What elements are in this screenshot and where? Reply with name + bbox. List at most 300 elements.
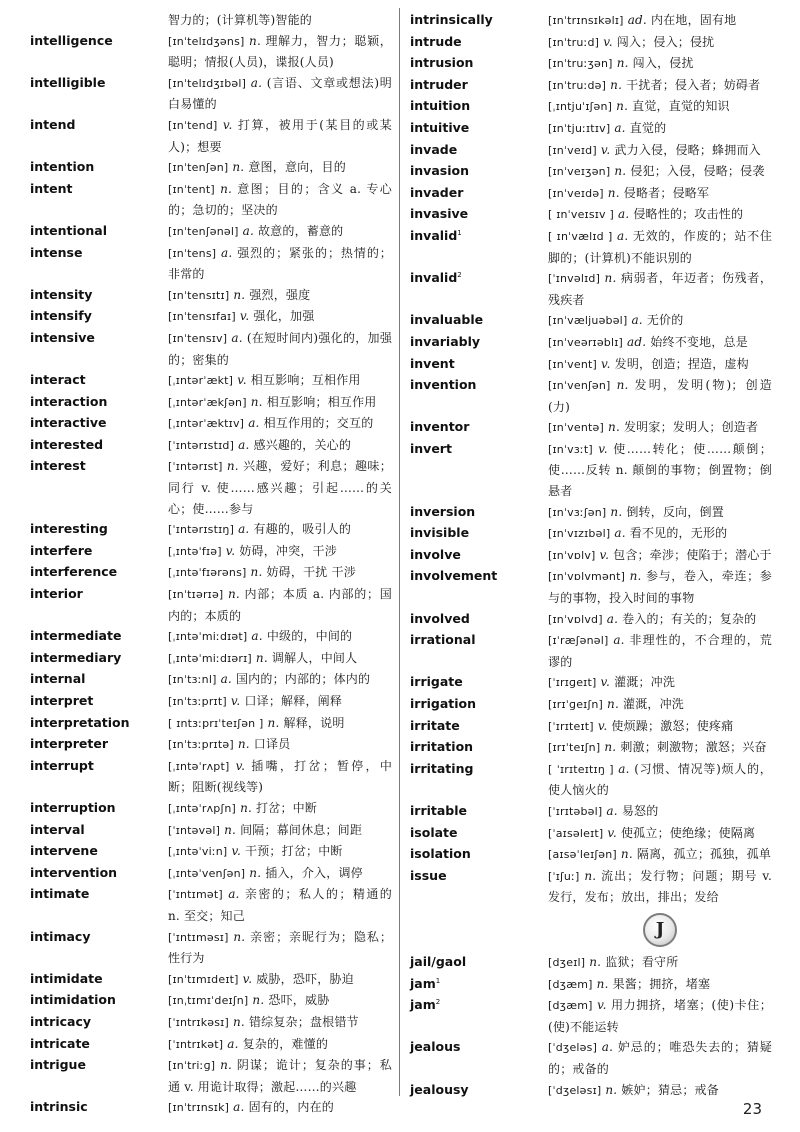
definition-text: 灌溉；冲洗	[614, 675, 676, 690]
dictionary-entry	[30, 820, 392, 842]
pronunciation: [dʒæm]	[548, 977, 593, 991]
part-of-speech: a.	[228, 887, 240, 902]
definition-text: 流出；发行物；问题；期号 v. 发行，发布；放出，排出；发给	[548, 868, 773, 905]
pronunciation: [ ɪntɜːprɪˈteɪʃən ]	[168, 716, 264, 730]
part-of-speech: n.	[616, 99, 629, 114]
headword-text: invalid	[410, 270, 458, 286]
definition	[548, 1080, 772, 1102]
part-of-speech: n.	[610, 504, 623, 519]
definition	[548, 523, 772, 545]
pronunciation: [ˈaɪsəleɪt]	[548, 826, 604, 840]
right-column	[410, 10, 772, 1101]
pronunciation: [ˌɪntəˈmiːdɪət]	[168, 630, 248, 644]
headword-text: intervene	[30, 843, 98, 859]
pronunciation: [ɪnˈtensɪfaɪ]	[168, 310, 236, 324]
definition-text: 有趣的，吸引人的	[253, 522, 352, 537]
pronunciation: [ɪnˈtensɪv]	[168, 331, 228, 345]
headword	[30, 927, 168, 948]
pronunciation: [ɪnˈtend]	[168, 118, 218, 132]
part-of-speech: n.	[255, 650, 268, 665]
headword-text: invariably	[410, 333, 481, 349]
part-of-speech: v.	[607, 825, 617, 840]
headword-text: irrigation	[410, 696, 477, 711]
definition	[548, 952, 772, 974]
headword-text: isolate	[410, 824, 458, 840]
definition-text: 干预；打岔；中断	[245, 844, 343, 859]
headword	[30, 541, 168, 562]
definition-text: 内在地，固有地	[650, 13, 737, 27]
headword	[410, 310, 548, 331]
pronunciation: [ɪnˈvɜːʃən]	[548, 505, 607, 519]
headword	[30, 969, 168, 990]
definition	[548, 630, 772, 672]
definition	[168, 179, 392, 221]
part-of-speech: v.	[598, 441, 608, 456]
headword	[410, 545, 548, 566]
definition	[168, 306, 392, 328]
pronunciation: [ɪˈræʃənəl]	[548, 634, 609, 648]
pronunciation: [ˈdʒeləsɪ]	[548, 1083, 602, 1097]
pronunciation: [ˌɪntəˈviːn]	[168, 845, 228, 859]
definition	[168, 584, 392, 626]
headword	[410, 844, 548, 865]
definition	[548, 609, 772, 631]
definition-text: 病弱者，年迈者；伤残者，残疾者	[548, 271, 773, 307]
definition	[168, 435, 392, 457]
part-of-speech: n.	[608, 420, 620, 435]
headword-text: inventor	[410, 419, 470, 435]
dictionary-entry	[30, 669, 392, 691]
headword	[30, 115, 168, 136]
headword	[410, 759, 548, 780]
definition-text: 侵略者；侵略军	[623, 185, 710, 200]
headword	[30, 157, 168, 178]
part-of-speech: a.	[601, 1040, 614, 1055]
part-of-speech: a.	[617, 228, 629, 243]
part-of-speech: v.	[230, 694, 241, 708]
pronunciation: [ɪnˈtensɪtɪ]	[168, 288, 230, 302]
pronunciation: [ɪnˈveɪdə]	[548, 186, 604, 200]
headword-text: intensive	[30, 329, 95, 345]
headword	[410, 737, 548, 758]
part-of-speech: n.	[220, 1058, 233, 1073]
headword	[30, 841, 168, 862]
definition-text: 内部；本质 a. 内部的；国内的；本质的	[168, 587, 393, 623]
headword-text: irritation	[410, 739, 474, 755]
headword	[30, 990, 168, 1011]
part-of-speech: a.	[248, 416, 260, 431]
definition	[168, 221, 392, 243]
homograph-number: 2	[435, 997, 441, 1006]
definition	[548, 417, 772, 439]
headword	[30, 456, 168, 477]
part-of-speech: n.	[252, 993, 265, 1008]
part-of-speech: n.	[604, 740, 617, 755]
pronunciation: [ɪnˈtrɪnsɪk]	[168, 1101, 230, 1115]
pronunciation: [ɪnˈtɪərɪə]	[168, 588, 224, 602]
part-of-speech: a.	[613, 633, 625, 648]
dictionary-entry	[30, 243, 392, 285]
definition	[168, 519, 392, 541]
definition-text: 易怒的	[621, 803, 659, 818]
part-of-speech: a.	[631, 313, 643, 328]
dictionary-entry	[410, 268, 772, 310]
headword-text: inversion	[410, 503, 476, 519]
pronunciation: [ˈɪntrɪkəsɪ]	[168, 1015, 229, 1029]
definition	[168, 990, 392, 1012]
definition-text: 强烈，强度	[249, 287, 311, 302]
headword	[410, 502, 548, 523]
pronunciation: [ɪnˈtɪmɪdeɪt]	[168, 972, 239, 986]
part-of-speech: v.	[600, 142, 611, 157]
headword-text: intrigue	[30, 1057, 86, 1073]
headword	[410, 609, 548, 630]
definition-text: 固有的，内在的	[248, 1100, 334, 1115]
definition-text: 妒忌的；唯恐失去的；猜疑的；戒备的	[548, 1040, 772, 1076]
headword	[410, 1037, 548, 1058]
definition	[548, 10, 772, 32]
definition	[168, 820, 392, 842]
pronunciation: [ɪnˈtelɪdʒəns]	[168, 34, 245, 48]
definition-text: 发明家；发明人；创造者	[623, 420, 759, 435]
headword-text: intuition	[410, 98, 471, 114]
headword	[410, 672, 548, 693]
definition	[168, 1012, 392, 1034]
headword	[30, 863, 168, 884]
headword	[30, 370, 168, 391]
pronunciation: [ɪnˈtɜːprɪt]	[168, 695, 227, 708]
pronunciation: [ˌɪntəˈfɪərəns]	[168, 566, 247, 580]
headword	[410, 226, 548, 247]
headword	[30, 392, 168, 413]
dictionary-entry	[410, 672, 772, 694]
pronunciation: [ ˈɪrɪteɪtɪŋ ]	[548, 762, 614, 776]
definition-text: 强化，加强	[253, 309, 315, 324]
definition-text: 故意的，蓄意的	[257, 223, 344, 238]
pronunciation: [ɪnˈtrɪnsɪkəlɪ]	[548, 14, 624, 27]
headword	[30, 519, 168, 540]
definition-text: 妨碍，冲突，干涉	[239, 543, 337, 558]
headword	[410, 10, 548, 31]
definition	[168, 1055, 392, 1097]
dictionary-entry	[410, 140, 772, 162]
pronunciation: [ˈɪntrɪkət]	[168, 1037, 224, 1051]
headword-text: intrusion	[410, 55, 474, 71]
definition	[548, 354, 772, 376]
definition	[168, 73, 392, 115]
pronunciation: [ɪrɪˈteɪʃn]	[548, 741, 601, 755]
definition	[548, 566, 772, 608]
definition-text: 亲密；亲昵行为；隐私；性行为	[168, 929, 393, 966]
definition-text: 意图；目的；含义 a. 专心的；急切的；坚决的	[168, 181, 393, 218]
headword-text: irrigate	[410, 674, 463, 690]
definition-text: 闯入；侵入；侵扰	[616, 34, 715, 49]
headword	[30, 1034, 168, 1055]
definition-text: 相互影响；相互作用	[266, 394, 377, 409]
dictionary-entry	[30, 31, 392, 73]
part-of-speech: a.	[233, 1100, 245, 1115]
pronunciation: [ɪnˈvɒlv]	[548, 548, 596, 562]
definition-text: 发明，创造；捏造，虚构	[614, 356, 749, 371]
pronunciation: [ɪnˌtɪmɪˈdeɪʃn]	[168, 994, 249, 1008]
dictionary-entry	[30, 10, 392, 31]
part-of-speech: ad.	[627, 334, 647, 349]
dictionary-entry	[30, 1012, 392, 1034]
definition	[168, 562, 392, 584]
part-of-speech: n.	[589, 954, 602, 969]
headword	[410, 995, 548, 1016]
dictionary-entry	[410, 737, 772, 759]
headword	[410, 375, 548, 396]
definition-text: 中级的，中间的	[266, 629, 353, 644]
headword-text: intimidation	[30, 992, 116, 1008]
dictionary-entry	[410, 609, 772, 631]
part-of-speech: v.	[237, 373, 247, 388]
headword-text: interested	[30, 436, 104, 452]
definition	[548, 204, 772, 226]
definition-text: 干扰者；侵入者；妨碍者	[626, 77, 761, 92]
headword-text: invader	[410, 184, 464, 200]
pronunciation: [ˈɪntərɪstɪd]	[168, 438, 235, 452]
part-of-speech: a.	[238, 437, 250, 452]
definition-text: 灌溉，冲洗	[623, 697, 685, 711]
part-of-speech: a.	[617, 207, 630, 222]
headword-text: irritate	[410, 717, 460, 733]
dictionary-entry	[410, 523, 772, 545]
definition	[548, 716, 772, 738]
definition-text: 倒转，反向，倒置	[626, 504, 724, 519]
dictionary-entry	[410, 332, 772, 354]
dictionary-entry	[30, 392, 392, 414]
part-of-speech: n.	[249, 33, 261, 48]
dictionary-entry	[30, 413, 392, 435]
definition	[548, 545, 772, 567]
definition-text: 国内的；内部的；体内的	[235, 672, 371, 687]
dictionary-entry	[30, 756, 392, 798]
definition	[548, 694, 772, 716]
definition	[548, 75, 772, 97]
pronunciation: [dʒæm]	[548, 999, 593, 1013]
headword-text: invaluable	[410, 312, 484, 328]
headword	[30, 179, 168, 200]
pronunciation: [ ɪnˈvælɪd ]	[548, 229, 613, 243]
dictionary-entry	[30, 221, 392, 243]
headword	[30, 285, 168, 306]
definition-text: 使……转化；使……颠倒；使……反转 n. 颠倒的事物；倒置物；倒悬者	[548, 441, 772, 499]
headword-text: jam	[410, 975, 436, 991]
headword	[30, 1012, 168, 1033]
dictionary-entry	[30, 798, 392, 820]
headword-text: internal	[30, 671, 86, 687]
pronunciation: [ˌɪntəˈrʌpt]	[168, 759, 230, 773]
dictionary-entry	[410, 75, 772, 97]
dictionary-entry	[410, 204, 772, 226]
definition-text: 亲密的；私人的；精通的 n. 至交；知己	[168, 887, 393, 923]
dictionary-entry	[410, 183, 772, 205]
definition	[168, 370, 392, 392]
dictionary-entry	[30, 306, 392, 328]
part-of-speech: v.	[235, 758, 246, 773]
headword	[410, 268, 548, 289]
part-of-speech: a.	[238, 522, 250, 537]
definition	[168, 927, 392, 969]
definition	[168, 541, 392, 563]
headword-text: intentional	[30, 222, 108, 238]
definition	[168, 648, 392, 670]
dictionary-entry	[410, 226, 772, 268]
pronunciation: [ˈɪnvəlɪd]	[548, 272, 601, 286]
headword-text: intent	[30, 180, 73, 196]
definition-text: 参与，卷入，牵连；参与的事物，投入时间的事物	[548, 569, 772, 606]
part-of-speech: n.	[228, 587, 240, 602]
definition-text: 恐吓，威胁	[268, 993, 330, 1008]
headword-text: jealousy	[410, 1081, 469, 1097]
headword-text: intrinsically	[410, 12, 493, 27]
definition-text: 口译；解释，阐释	[244, 694, 343, 708]
definition	[168, 157, 392, 179]
headword-text: invasion	[410, 163, 469, 179]
pronunciation: [ɪnˈventə]	[548, 421, 604, 435]
definition-text: 智力的；(计算机等)智能的	[168, 13, 312, 27]
headword-text: intervention	[30, 864, 118, 880]
part-of-speech: v.	[242, 971, 253, 986]
pronunciation: [ˈɪrɪteɪt]	[548, 719, 594, 733]
dictionary-entry	[30, 990, 392, 1012]
headword-text: intensity	[30, 286, 93, 302]
headword-text: irrational	[410, 632, 476, 648]
definition-text: 阴谋；诡计；复杂的事；私通 v. 用诡计取得；激起……的兴趣	[168, 1058, 392, 1094]
part-of-speech: v.	[599, 547, 610, 562]
definition-text: 发明，发明(物)；创造(力)	[548, 378, 773, 414]
dictionary-entry	[410, 1080, 772, 1102]
headword-text: isolation	[410, 846, 471, 862]
headword-text: jam	[410, 997, 436, 1013]
definition	[548, 1037, 772, 1079]
pronunciation: [ɪnˈtent]	[168, 182, 215, 196]
definition	[548, 844, 772, 866]
definition	[168, 863, 392, 885]
dictionary-entry	[30, 884, 392, 926]
pronunciation: [ ɪnˈveɪsɪv ]	[548, 208, 614, 222]
dictionary-entry	[410, 439, 772, 502]
headword-text: invasive	[410, 206, 469, 222]
definition-text: 打岔；中断	[256, 800, 318, 815]
dictionary-entry	[410, 823, 772, 845]
dictionary-entry	[410, 161, 772, 183]
pronunciation: [ˈɪntɪməsɪ]	[168, 930, 229, 944]
headword-text: jealous	[410, 1039, 461, 1055]
definition	[548, 118, 772, 140]
headword-text: intricacy	[30, 1013, 92, 1029]
headword-text: invert	[410, 440, 452, 456]
headword	[410, 866, 548, 887]
definition-text: 插入，介入，调停	[265, 865, 363, 880]
definition	[168, 841, 392, 863]
headword-text: involvement	[410, 568, 498, 584]
headword	[410, 823, 548, 844]
dictionary-entry	[30, 328, 392, 370]
dictionary-entry	[410, 545, 772, 567]
homograph-number: 1	[457, 228, 462, 237]
headword-text: intimacy	[30, 928, 91, 944]
dictionary-entry	[410, 118, 772, 140]
letter-j-badge-icon: J	[643, 913, 677, 947]
definition	[168, 328, 392, 370]
headword	[410, 523, 548, 544]
pronunciation: [ɪnˈvent]	[548, 357, 598, 371]
headword-text: interactive	[30, 415, 107, 431]
headword-text: intimidate	[30, 970, 103, 986]
definition	[168, 756, 392, 798]
dictionary-entry	[30, 648, 392, 670]
dictionary-entry	[30, 841, 392, 863]
dictionary-entry	[410, 844, 772, 866]
definition-text: 侵犯；入侵，侵略；侵袭	[630, 164, 765, 179]
dictionary-entry	[410, 502, 772, 524]
definition	[548, 332, 772, 354]
pronunciation: [ˈɪntɪmət]	[168, 888, 223, 902]
definition	[168, 669, 392, 691]
part-of-speech: n.	[226, 459, 239, 474]
definition-text: 无价的	[646, 313, 684, 328]
part-of-speech: n.	[250, 565, 263, 580]
headword-text: intelligible	[30, 74, 106, 90]
definition-text: 监狱；看守所	[605, 954, 679, 969]
headword-text: interior	[30, 586, 83, 602]
headword-text: intense	[30, 244, 83, 260]
definition-text: 插嘴，打岔；暂停，中断；阻断(视线等)	[168, 758, 393, 795]
part-of-speech: v.	[225, 543, 236, 558]
pronunciation: [ɪnˈtelɪdʒɪbəl]	[168, 76, 247, 90]
definition-text: 使孤立；使绝缘；使隔离	[620, 825, 756, 840]
headword-text: interfere	[30, 542, 93, 558]
part-of-speech: n.	[240, 800, 253, 815]
headword	[410, 332, 548, 353]
headword-text: intermediate	[30, 628, 122, 644]
definition-text: 错综复杂；盘根错节	[248, 1014, 359, 1029]
headword	[410, 716, 548, 737]
headword-text: invention	[410, 377, 477, 393]
homograph-number: 1	[435, 976, 441, 985]
column-divider	[399, 8, 400, 1096]
pronunciation: [ˌɪntərˈækʃən]	[168, 395, 247, 409]
definition	[168, 392, 392, 414]
dictionary-entry	[410, 32, 772, 54]
pronunciation: [ˈɪntəvəl]	[168, 823, 221, 837]
headword-text: invade	[410, 141, 458, 157]
definition	[168, 691, 392, 713]
pronunciation: [ɪnˈtjuːɪtɪv]	[548, 121, 611, 135]
definition-text: 理解力，智力；聪颖，聪明；情报(人员)，谍报(人员)	[168, 33, 392, 70]
part-of-speech: n.	[614, 164, 627, 179]
headword	[30, 1055, 168, 1076]
pronunciation: [ˌɪntəˈvenʃən]	[168, 866, 246, 880]
part-of-speech: n.	[584, 868, 597, 883]
headword	[30, 648, 168, 669]
pronunciation: [ɪnˈvɪzɪbəl]	[548, 527, 611, 541]
definition	[168, 734, 392, 756]
pronunciation: [ˌɪntərˈækt]	[168, 374, 234, 388]
dictionary-entry	[30, 713, 392, 735]
pronunciation: [ɪnˈtɜːnl]	[168, 673, 217, 687]
definition-text: 感兴趣的，关心的	[253, 437, 352, 452]
headword	[410, 204, 548, 225]
headword	[30, 734, 168, 755]
headword	[30, 1097, 168, 1118]
headword	[30, 584, 168, 605]
definition	[548, 226, 772, 268]
headword	[410, 96, 548, 117]
